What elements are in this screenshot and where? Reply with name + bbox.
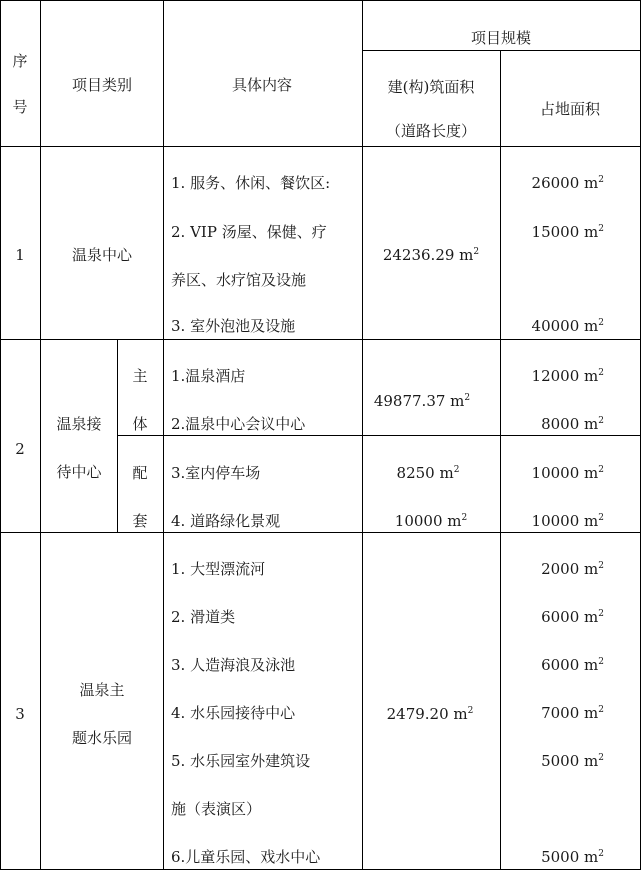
row-1-item-1: 1. 服务、休闲、餐饮区: xyxy=(171,174,331,192)
row-1-land-area-2: 15000 $m^2$ xyxy=(531,223,604,241)
row-2-land-area-1: 12000 $m^2$ xyxy=(531,367,604,385)
row-1-land-area-3: 40000 $m^2$ xyxy=(531,317,604,335)
row-2-number: 2 xyxy=(15,440,25,458)
row-3-land-area-6: 5000 $m^2$ xyxy=(541,848,604,866)
row-1-land-area-1: 26000 $m^2$ xyxy=(531,174,604,192)
row-3-land-area-1: 2000 $m^2$ xyxy=(541,560,604,578)
row-3-building-area: 2479.20 $m^2$ xyxy=(386,705,474,723)
row-3-item-2: 2. 滑道类 xyxy=(171,608,236,626)
row-1-item-2: 2. VIP 汤屋、保健、疗 xyxy=(171,223,327,241)
col-subcategory-divider xyxy=(117,339,118,532)
row-1-item-2-cont: 养区、水疗馆及设施 xyxy=(171,271,307,289)
row-2-bottom-line xyxy=(0,532,641,533)
row-2-road-length: 10000 $m^2$ xyxy=(394,512,468,530)
row-2-subdivider-line xyxy=(117,435,641,436)
row-3-land-area-2: 6000 $m^2$ xyxy=(541,608,604,626)
row-1-building-area: 24236.29 $m^2$ xyxy=(382,246,480,264)
row-2-parking-building-area: 8250 $m^2$ xyxy=(396,464,460,482)
row-3-item-5-cont: 施（表演区） xyxy=(171,800,262,818)
row-2-item-3: 3.室内停车场 xyxy=(171,464,261,482)
row-3-land-area-4: 7000 $m^2$ xyxy=(541,704,604,722)
row-3-item-4: 4. 水乐园接待中心 xyxy=(171,704,296,722)
row-3-land-area-5: 5000 $m^2$ xyxy=(541,752,604,770)
table-border-top xyxy=(0,0,641,1)
header-land-area: 占地面积 xyxy=(539,100,601,118)
table-border-bottom xyxy=(0,869,641,870)
row-1-number: 1 xyxy=(15,246,25,264)
col-area-divider xyxy=(500,50,501,870)
row-2-category-line-2: 待中心 xyxy=(56,463,102,481)
header-content: 具体内容 xyxy=(231,76,293,94)
row-3-item-6: 6.儿童乐园、戏水中心 xyxy=(171,848,321,866)
row-3-number: 3 xyxy=(15,705,25,723)
row-2-item-1: 1.温泉酒店 xyxy=(171,367,246,385)
row-2-support-label-1: 配 xyxy=(132,464,148,482)
col-category-divider xyxy=(163,0,164,870)
row-2-support-label-2: 套 xyxy=(132,512,148,530)
header-building-area-line-1: 建(构)筑面积 xyxy=(387,78,475,96)
col-seq-divider xyxy=(40,0,41,870)
row-2-category-line-1: 温泉接 xyxy=(56,415,102,433)
header-building-area-line-2: （道路长度） xyxy=(385,122,477,140)
row-3-category-line-2: 题水乐园 xyxy=(71,729,133,747)
row-3-category-line-1: 温泉主 xyxy=(79,681,125,699)
row-3-item-1: 1. 大型漂流河 xyxy=(171,560,266,578)
row-3-item-5: 5. 水乐园室外建筑设 xyxy=(171,752,311,770)
header-bottom-line xyxy=(0,146,641,147)
row-2-land-area-2: 8000 $m^2$ xyxy=(541,415,604,433)
header-category: 项目类别 xyxy=(71,76,133,94)
row-1-bottom-line xyxy=(0,339,641,340)
table-border-left xyxy=(0,0,1,870)
row-3-item-3: 3. 人造海浪及泳池 xyxy=(171,656,296,674)
header-scale-divider xyxy=(362,50,641,51)
row-2-item-2: 2.温泉中心会议中心 xyxy=(171,415,306,433)
row-2-item-4: 4. 道路绿化景观 xyxy=(171,512,281,530)
row-2-land-area-3: 10000 $m^2$ xyxy=(531,464,604,482)
row-2-main-building-area: 49877.37 $m^2$ xyxy=(373,392,471,410)
row-2-main-label-2: 体 xyxy=(132,415,148,433)
header-scale: 项目规模 xyxy=(470,29,532,47)
row-1-category: 温泉中心 xyxy=(71,246,133,264)
header-seq-line-1: 序 xyxy=(12,52,28,70)
row-2-main-label-1: 主 xyxy=(132,367,148,385)
row-2-land-area-4: 10000 $m^2$ xyxy=(531,512,604,530)
row-1-item-3: 3. 室外泡池及设施 xyxy=(171,317,296,335)
row-3-land-area-3: 6000 $m^2$ xyxy=(541,656,604,674)
header-seq-line-2: 号 xyxy=(12,98,28,116)
col-content-divider xyxy=(362,0,363,870)
